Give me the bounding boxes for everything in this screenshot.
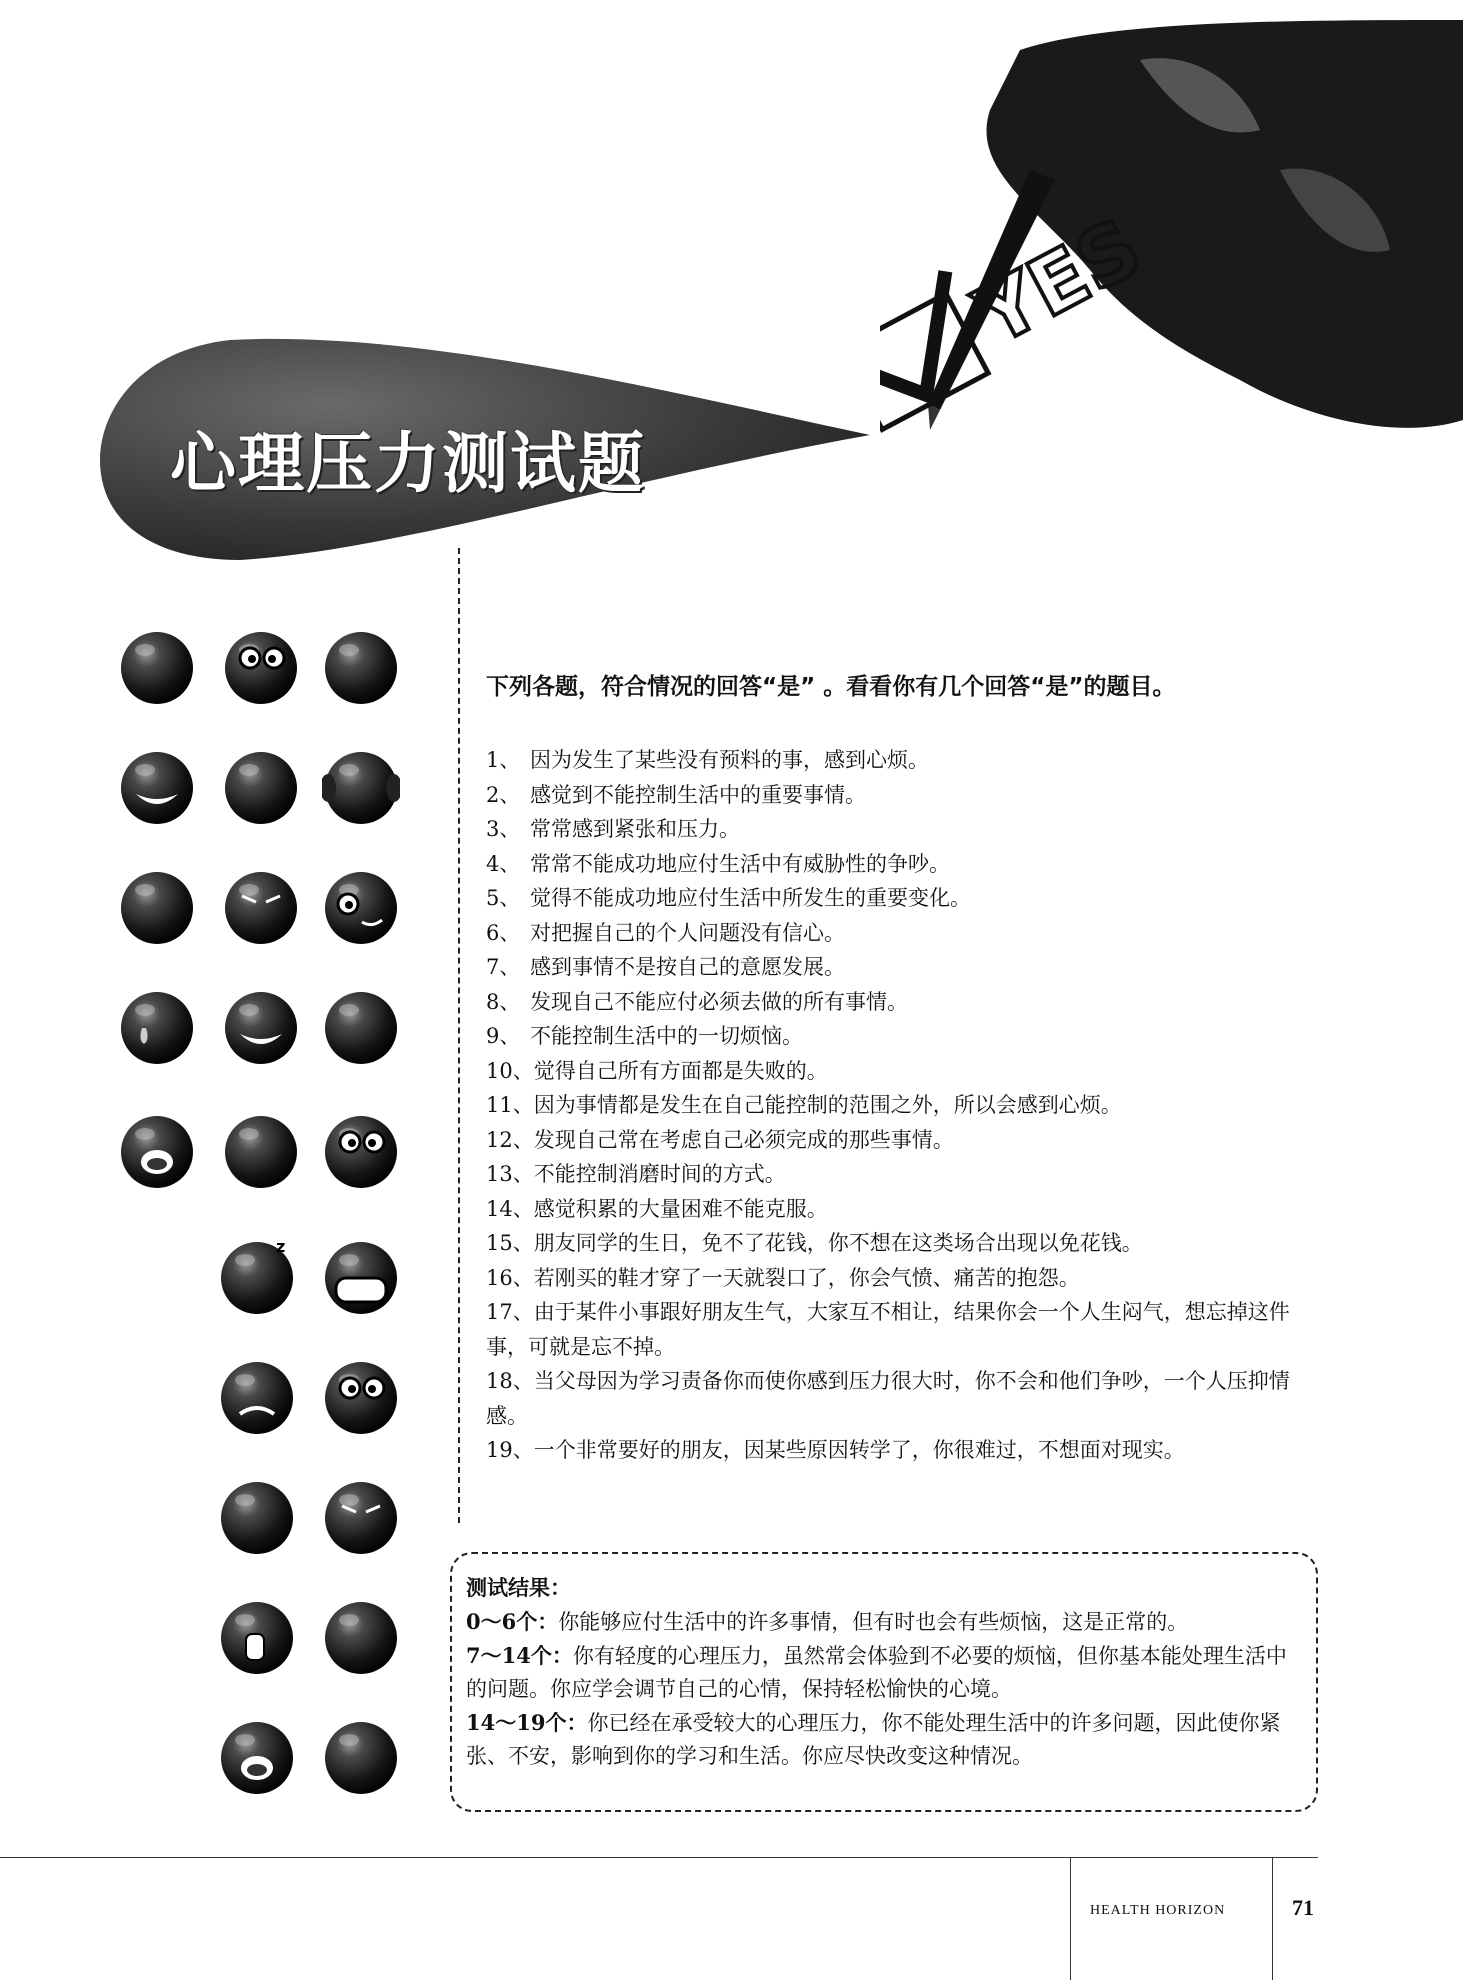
emoji-face-icon [322,1112,400,1190]
title-banner [100,320,870,580]
svg-text:z: z [276,1238,286,1256]
question-number: 2、 [486,782,521,807]
vertical-divider [458,548,460,1523]
question-number: 1、 [486,748,521,772]
emoji-face-icon [118,748,196,826]
question-number: 13、 [486,1162,534,1186]
question-item [486,1261,1316,1296]
question-text: 若刚买的鞋才穿了一天就裂口了，你会气愤、痛苦的抱怨。 [533,1265,1080,1290]
question-item [486,950,1316,985]
result-item [466,1706,1302,1773]
emoji-face-icon [322,1238,400,1316]
question-item [486,1088,1316,1123]
question-number: 15、 [486,1231,534,1255]
result-range: 7～14个： [466,1643,573,1668]
question-text: 发现自己不能应付必须去做的所有事情。 [530,989,908,1014]
question-item [486,1295,1316,1364]
question-number: 17、 [486,1300,534,1324]
question-item [486,743,1316,778]
question-number: 14、 [486,1196,534,1221]
emoji-face-icon [218,1718,296,1796]
magazine-name: HEALTH HORIZON [1090,1903,1226,1918]
emoji-face-icon [218,1598,296,1676]
question-number: 16、 [486,1265,534,1290]
emoji-face-icon [118,628,196,706]
result-range: 0～6个： [466,1609,559,1634]
yes-text: YES [961,200,1156,363]
result-range: 14～19个： [466,1710,588,1735]
question-item [486,1226,1316,1261]
question-number: 4、 [486,851,521,876]
question-text: 觉得不能成功地应付生活中所发生的重要变化。 [530,886,971,910]
question-number: 10、 [486,1058,534,1083]
emoji-face-icon [222,868,300,946]
emoji-face-icon [322,1358,400,1436]
question-text: 当父母因为学习责备你而使你感到压力很大时，你不会和他们争吵，一个人压抑情感。 [486,1369,1290,1428]
page-number: 71 [1292,1895,1314,1920]
question-item [486,847,1316,882]
hand-pen-illustration [880,20,1463,540]
question-text: 不能控制生活中的一切烦恼。 [530,1024,803,1048]
question-number: 3、 [486,817,521,841]
question-text: 朋友同学的生日，免不了花钱，你不想在这类场合出现以免花钱。 [533,1231,1143,1255]
question-item [486,1157,1316,1192]
question-item [486,985,1316,1020]
result-text: 你有轻度的心理压力，虽然常会体验到不必要的烦恼，但你基本能处理生活中的问题。你应学会调节自己的心情，保持轻松愉快的心境。 [466,1644,1287,1701]
emoji-face-icon [118,1112,196,1190]
question-item [486,1192,1316,1227]
question-item [486,778,1316,813]
results-box [450,1552,1318,1812]
emoji-face-icon [322,748,400,826]
question-number: 6、 [486,920,521,945]
question-text: 觉得自己所有方面都是失败的。 [533,1058,828,1083]
results-title: 测试结果： [466,1576,571,1600]
question-text: 由于某件小事跟好朋友生气，大家互不相让，结果你会一个人生闷气，想忘掉这件事，可就是忘不掉。 [486,1300,1290,1359]
question-number: 18、 [486,1369,534,1393]
emoji-face-icon [218,1238,296,1316]
emoji-face-icon [322,1478,400,1556]
emoji-face-icon [322,868,400,946]
question-number: 12、 [486,1127,534,1152]
emoji-face-icon [218,1358,296,1436]
result-item [466,1639,1302,1706]
question-number: 8、 [486,989,521,1014]
emoji-face-icon [322,628,400,706]
question-item [486,881,1316,916]
emoji-face-icon [218,1478,296,1556]
question-text: 感觉积累的大量困难不能克服。 [533,1196,828,1221]
footer-rule [0,1857,1318,1858]
question-text: 因为事情都是发生在自己能控制的范围之外，所以会感到心烦。 [533,1093,1122,1117]
result-text: 你已经在承受较大的心理压力，你不能处理生活中的许多问题，因此使你紧张、不安，影响到你的学习和生活。你应尽快改变这种情况。 [466,1711,1281,1768]
question-text: 感到事情不是按自己的意愿发展。 [530,955,845,979]
question-item [486,1123,1316,1158]
emoji-face-icon [118,988,196,1066]
question-text: 发现自己常在考虑自己必须完成的那些事情。 [533,1127,954,1152]
question-text: 不能控制消磨时间的方式。 [533,1162,786,1186]
question-number: 11、 [486,1093,534,1117]
question-item [486,1364,1316,1433]
question-number: 7、 [486,955,521,979]
result-item [466,1605,1302,1639]
question-number: 9、 [486,1024,521,1048]
question-number: 5、 [486,886,521,910]
emoji-face-icon [322,1718,400,1796]
question-item [486,812,1316,847]
question-text: 常常感到紧张和压力。 [530,817,740,841]
emoji-face-icon [322,988,400,1066]
question-text: 因为发生了某些没有预料的事，感到心烦。 [530,748,929,772]
question-text: 常常不能成功地应付生活中有威胁性的争吵。 [530,851,950,876]
question-item [486,1054,1316,1089]
emoji-face-icon [118,868,196,946]
footer-divider [1272,1857,1273,1980]
result-text: 你能够应付生活中的许多事情，但有时也会有些烦恼，这是正常的。 [558,1610,1189,1634]
page-title: 心理压力测试题 [170,424,646,502]
question-item [486,1019,1316,1054]
question-item [486,1433,1316,1468]
question-text: 感觉到不能控制生活中的重要事情。 [530,782,866,807]
question-number: 19、 [486,1438,534,1462]
question-item [486,916,1316,951]
question-text: 对把握自己的个人问题没有信心。 [530,920,845,945]
emoji-face-icon [222,1112,300,1190]
footer-divider [1070,1857,1071,1980]
emoji-face-icon [322,1598,400,1676]
emoji-face-icon [222,748,300,826]
emoji-face-icon [222,988,300,1066]
emoji-face-icon [222,628,300,706]
question-list [486,743,1316,1468]
instructions: 下列各题，符合情况的回答“是” 。看看你有几个回答“是”的题目。 [486,674,1176,700]
question-text: 一个非常要好的朋友，因某些原因转学了，你很难过，不想面对现实。 [533,1438,1185,1462]
